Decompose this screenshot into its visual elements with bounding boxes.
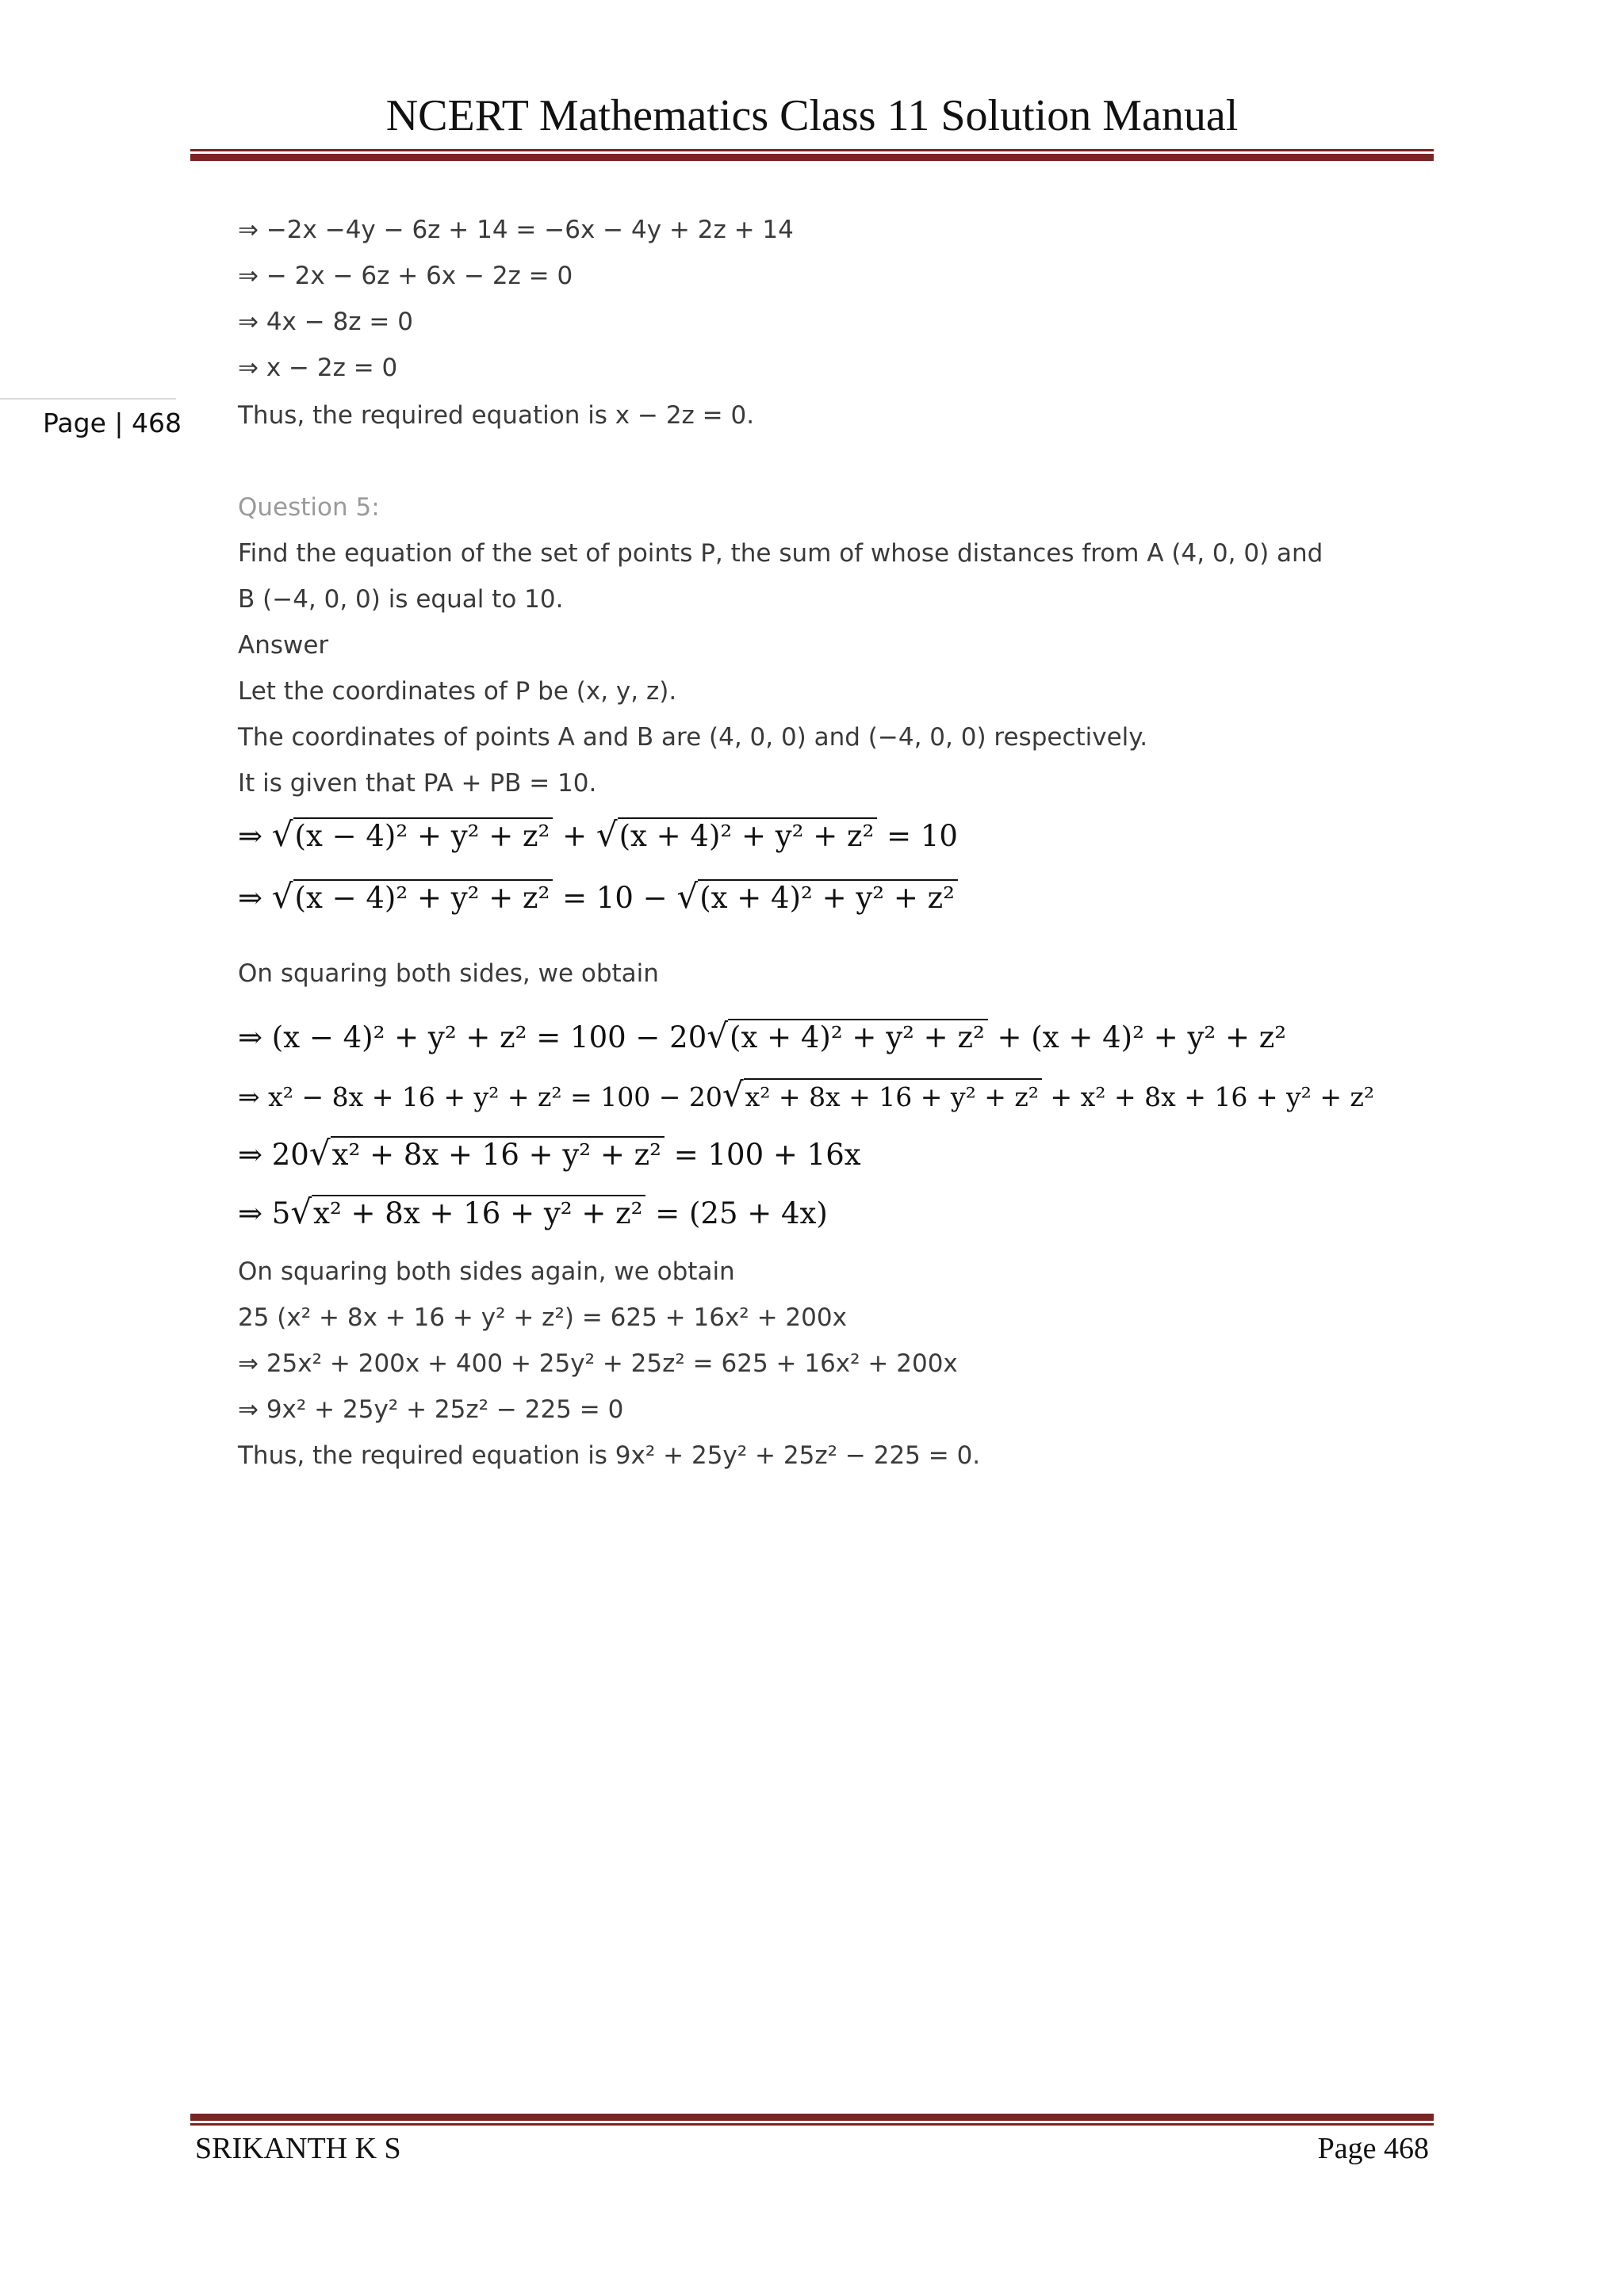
implies-symbol: ⇒ [238, 819, 263, 853]
header-rule-thick [190, 154, 1434, 161]
prev-line-3: ⇒ 4x − 8z = 0 [238, 308, 413, 336]
footer-page-number: Page 468 [1317, 2132, 1429, 2165]
equation-5 [238, 1134, 861, 1175]
final-line-3: ⇒ 25x² + 200x + 400 + 25y² + 25z² = 625 + 16x² + 200x [238, 1349, 958, 1378]
equation-rhs: = 10 [887, 819, 958, 853]
question-heading: Question 5: [238, 493, 380, 522]
sqrt-symbol: √ [290, 1192, 312, 1231]
sqrt-symbol: √ [271, 877, 293, 916]
question-text-line-2: B (−4, 0, 0) is equal to 10. [238, 585, 564, 614]
answer-line-3: It is given that PA + PB = 10. [238, 769, 597, 798]
page-header-title: NCERT Mathematics Class 11 Solution Manual [385, 91, 1239, 140]
sqrt-symbol: √ [308, 1134, 331, 1173]
sqrt-symbol: √ [676, 877, 699, 916]
answer-line-1: Let the coordinates of P be (x, y, z). [238, 677, 677, 706]
equation-2 [238, 877, 958, 918]
radicand: x² + 8x + 16 + y² + z² [331, 1136, 665, 1173]
final-line-4: ⇒ 9x² + 25y² + 25z² − 225 = 0 [238, 1395, 624, 1424]
equation-rhs: = (25 + 4x) [655, 1196, 828, 1230]
equation-rhs: = 100 + 16x [673, 1138, 861, 1172]
sqrt-symbol: √ [271, 815, 293, 854]
final-conclusion: Thus, the required equation is 9x² + 25y² + 25z² − 225 = 0. [238, 1441, 981, 1470]
prev-conclusion: Thus, the required equation is x − 2z = 0. [238, 401, 755, 430]
answer-line-2: The coordinates of points A and B are (4, 0, 0) and (−4, 0, 0) respectively. [238, 723, 1148, 752]
margin-page-label: Page | 468 [43, 408, 182, 438]
implies-symbol: ⇒ [238, 881, 263, 915]
equation-6 [238, 1192, 828, 1234]
radicand: (x + 4)² + y² + z² [618, 817, 878, 854]
radicand: (x + 4)² + y² + z² [698, 879, 958, 916]
radicand: (x − 4)² + y² + z² [293, 817, 553, 854]
equation-lhs: ⇒ 5 [238, 1196, 291, 1230]
prev-line-1: ⇒ −2x −4y − 6z + 14 = −6x − 4y + 2z + 14 [238, 216, 794, 244]
question-text-line-1: Find the equation of the set of points P, the sum of whose distances from A (4, 0, 0) and [238, 539, 1323, 568]
equation-3 [238, 1016, 1286, 1058]
answer-label: Answer [238, 631, 329, 660]
equation-mid: = 10 − [562, 881, 668, 915]
final-line-1: On squaring both sides again, we obtain [238, 1257, 735, 1286]
operator: + [562, 819, 588, 853]
header-rule-thin [190, 149, 1434, 151]
equation-rhs: + x² + 8x + 16 + y² + z² [1050, 1081, 1375, 1112]
squaring-text: On squaring both sides, we obtain [238, 959, 659, 988]
radicand: (x + 4)² + y² + z² [728, 1019, 988, 1055]
sqrt-symbol: √ [707, 1016, 729, 1055]
equation-lhs: ⇒ 20 [238, 1138, 309, 1172]
prev-line-4: ⇒ x − 2z = 0 [238, 354, 398, 382]
radicand: x² + 8x + 16 + y² + z² [312, 1195, 645, 1231]
radicand: (x − 4)² + y² + z² [293, 879, 553, 916]
margin-divider [0, 398, 176, 400]
equation-4 [238, 1075, 1374, 1117]
footer-author: SRIKANTH K S [195, 2132, 401, 2165]
prev-line-2: ⇒ − 2x − 6z + 6x − 2z = 0 [238, 262, 573, 290]
radicand: x² + 8x + 16 + y² + z² [744, 1078, 1042, 1115]
equation-lhs: ⇒ x² − 8x + 16 + y² + z² = 100 − 20 [238, 1081, 722, 1112]
footer-rule-thick [190, 2114, 1434, 2121]
equation-1 [238, 815, 958, 856]
equation-lhs: ⇒ (x − 4)² + y² + z² = 100 − 20 [238, 1020, 707, 1054]
equation-rhs: + (x + 4)² + y² + z² [997, 1020, 1287, 1054]
final-line-2: 25 (x² + 8x + 16 + y² + z²) = 625 + 16x² + 200x [238, 1303, 847, 1332]
sqrt-symbol: √ [722, 1075, 744, 1114]
footer-rule-thin [190, 2123, 1434, 2126]
sqrt-symbol: √ [596, 815, 618, 854]
